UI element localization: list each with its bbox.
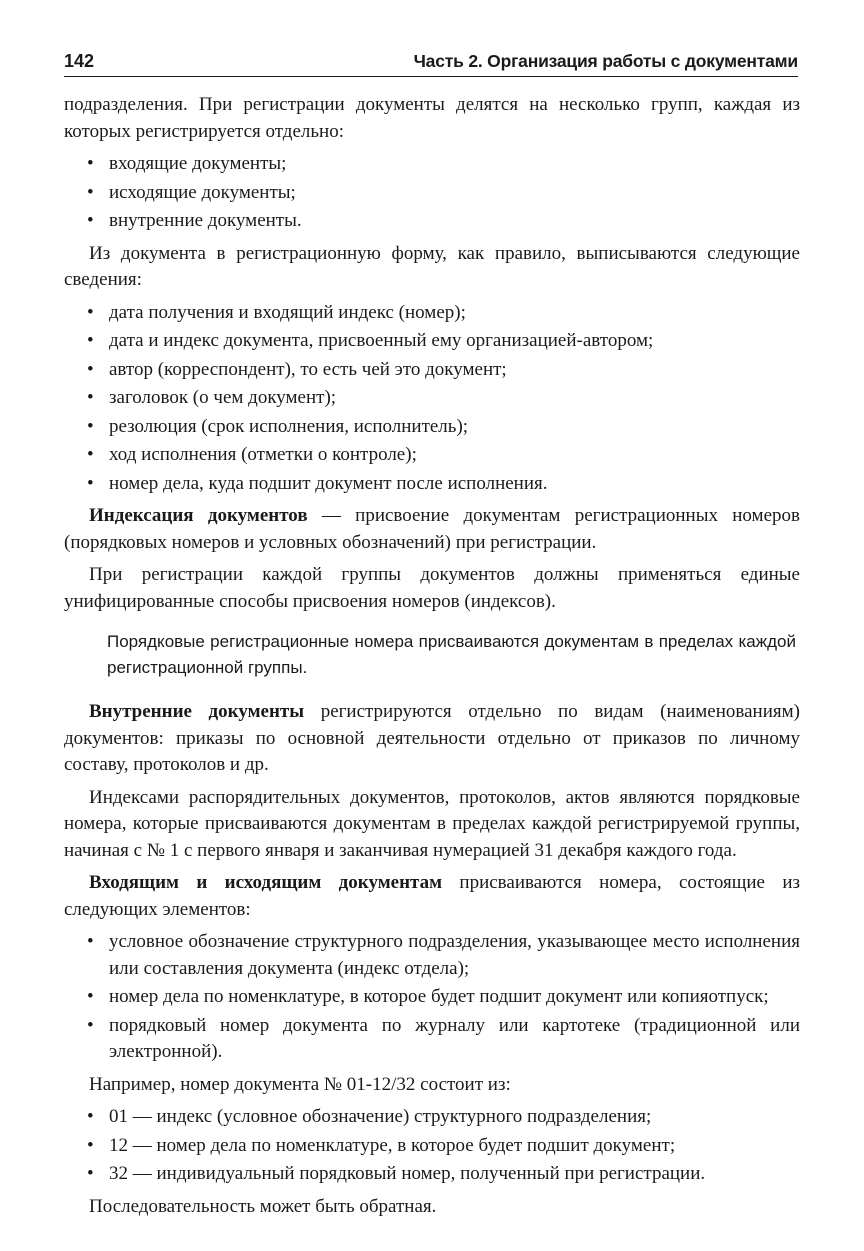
list-item: • заголовок (о чем документ); xyxy=(64,385,800,412)
list-item: • исходящие документы; xyxy=(64,180,800,207)
bullet-list-example xyxy=(64,1104,800,1188)
paragraph: подразделения. При регистрации документы делятся на несколько групп, каждая из которых регистрируется отдельно: xyxy=(64,94,800,142)
list-item: • внутренние документы. xyxy=(64,208,800,235)
bullet-icon: • xyxy=(87,415,94,437)
bullet-icon: • xyxy=(87,301,94,323)
list-item: • автор (корреспондент), то есть чей это документ; xyxy=(64,357,800,384)
list-item: • 32 — индивидуальный порядковый номер, полученный при регистрации. xyxy=(64,1161,800,1188)
note-block: Порядковые регистрационные номера присваиваются документам в пределах каждой регистрационной группы. xyxy=(107,632,796,677)
bullet-icon: • xyxy=(87,387,94,408)
term-bold: Внутренние документы xyxy=(89,701,305,722)
paragraph: При регистрации каждой группы документов должны применяться единые унифицированные способы присвоения номеров (индексов). xyxy=(64,564,800,612)
list-item: • ход исполнения (отметки о контроле); xyxy=(64,442,800,469)
bullet-list-document-groups xyxy=(64,151,800,235)
bullet-icon: • xyxy=(87,358,94,380)
list-item: • порядковый номер документа по журналу или картотеке (традиционной или электронной). xyxy=(87,1014,800,1062)
page-header xyxy=(64,48,798,77)
paragraph: Последовательность может быть обратная. xyxy=(89,1195,437,1217)
list-item: • дата получения и входящий индекс (номер); xyxy=(64,300,800,327)
term-bold: Индексация документов xyxy=(89,505,308,526)
bullet-icon: • xyxy=(87,181,94,203)
bullet-list-registration-fields xyxy=(64,300,800,498)
bullet-icon: • xyxy=(87,1163,94,1184)
running-title: Часть 2. Организация работы с документами xyxy=(413,51,798,71)
list-item: • номер дела по номенклатуре, в которое будет подшит документ или копияотпуск; xyxy=(64,984,800,1011)
bullet-icon: • xyxy=(87,330,94,351)
list-item: • 12 — номер дела по номенклатуре, в которое будет подшит документ; xyxy=(64,1133,800,1160)
paragraph-definition: Индексация документов — присвоение документам регистрационных номеров (порядковых номеров и условных обозначений) при регистрации. xyxy=(64,505,800,553)
bullet-icon: • xyxy=(87,1014,94,1036)
bullet-icon: • xyxy=(87,153,94,174)
bullet-icon: • xyxy=(87,1134,94,1156)
list-item: • условное обозначение структурного подразделения, указывающее место исполнения или составления документа (индекс отдела); xyxy=(87,931,800,979)
bullet-icon: • xyxy=(87,1106,94,1127)
bullet-icon: • xyxy=(87,931,94,952)
list-item: • дата и индекс документа, присвоенный ему организацией-автором; xyxy=(64,328,800,355)
bullet-icon: • xyxy=(87,472,94,494)
paragraph: Входящим и исходящим документам присваиваются номера, состоящие из следующих элементов: xyxy=(64,872,800,920)
term-bold: Входящим и исходящим документам xyxy=(89,872,443,893)
page-body xyxy=(64,92,800,1226)
bullet-icon: • xyxy=(87,986,94,1007)
list-item: • 01 — индекс (условное обозначение) структурного подразделения; xyxy=(64,1104,800,1131)
bullet-icon: • xyxy=(87,444,94,465)
paragraph: Внутренние документы регистрируются отдельно по видам (наименованиям) документов: приказы по основной деятельности отдельно от приказов по личному составу, протоколов и др. xyxy=(64,701,800,775)
list-item: • номер дела, куда подшит документ после исполнения. xyxy=(64,471,800,498)
paragraph: Например, номер документа № 01-12/32 состоит из: xyxy=(89,1073,511,1095)
paragraph: Индексами распорядительных документов, протоколов, актов являются порядковые номера, которые присваиваются документам в пределах каждой регистрируемой группы, начиная с № 1 с первого января и заканчивая нумерацией 31 декабря каждого года. xyxy=(64,786,800,861)
list-item: • резолюция (срок исполнения, исполнитель); xyxy=(64,414,800,441)
list-item: • входящие документы; xyxy=(64,151,800,178)
bullet-icon: • xyxy=(87,210,94,231)
paragraph: Из документа в регистрационную форму, как правило, выписываются следующие сведения: xyxy=(64,242,800,290)
bullet-list-number-elements xyxy=(64,929,800,1066)
page-number: 142 xyxy=(64,51,95,71)
